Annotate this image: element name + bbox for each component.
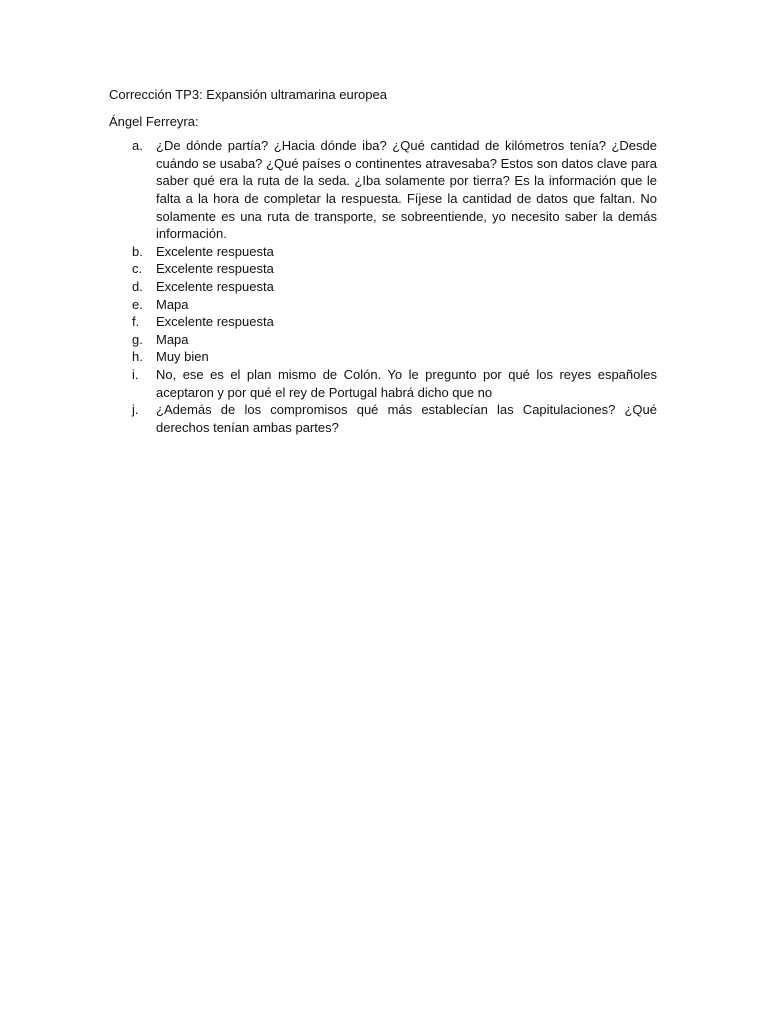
list-marker: b. — [132, 243, 143, 259]
list-item-text: No, ese es el plan mismo de Colón. Yo le pregunto por qué los reyes españoles aceptaron y por qué el rey de Portugal habrá dicho que no — [156, 366, 657, 400]
list-marker: j. — [132, 402, 139, 418]
list-marker: i. — [132, 366, 139, 382]
list-item-text: Excelente respuesta — [156, 243, 274, 259]
list-item-h — [109, 348, 657, 366]
list-marker: c. — [132, 261, 143, 277]
document-content — [109, 86, 657, 436]
list-item-i — [109, 366, 657, 401]
list-marker: d. — [132, 278, 143, 294]
list-marker: h. — [132, 349, 143, 365]
list-item-text: Excelente respuesta — [156, 261, 274, 277]
list-item-text: Excelente respuesta — [156, 314, 274, 330]
list-marker: g. — [132, 331, 143, 347]
list-item-j — [109, 401, 657, 436]
list-item-f — [109, 313, 657, 331]
list-item-text: Muy bien — [156, 349, 209, 365]
list-item-g — [109, 331, 657, 349]
list-item-a — [109, 137, 657, 243]
list-item-b — [109, 243, 657, 261]
list-item-c — [109, 260, 657, 278]
correction-list — [109, 137, 657, 436]
list-item-d — [109, 278, 657, 296]
list-item-text: Mapa — [156, 331, 189, 347]
list-marker: e. — [132, 296, 143, 312]
author-line: Ángel Ferreyra: — [109, 113, 199, 129]
list-marker: a. — [132, 138, 143, 154]
list-item-text: ¿De dónde partía? ¿Hacia dónde iba? ¿Qué cantidad de kilómetros tenía? ¿Desde cuándo se usaba? ¿Qué países o continentes atravesaba? Estos son datos clave para saber qué era la ruta de la seda. ¿Iba solamente por tierra? Es la información que le falta a la hora de completar la respuesta. Fíjese la cantidad de datos que faltan. No solamente es una ruta de transporte, se sobreentiende, yo necesito saber la demás información. — [156, 138, 657, 242]
list-item-text: Excelente respuesta — [156, 278, 274, 294]
document-title: Corrección TP3: Expansión ultramarina europea — [109, 87, 387, 102]
list-marker: f. — [132, 314, 140, 330]
list-item-text: ¿Además de los compromisos qué más establecían las Capitulaciones? ¿Qué derechos tenían ambas partes? — [156, 402, 657, 435]
list-item-text: Mapa — [156, 296, 189, 312]
list-item-e — [109, 296, 657, 314]
